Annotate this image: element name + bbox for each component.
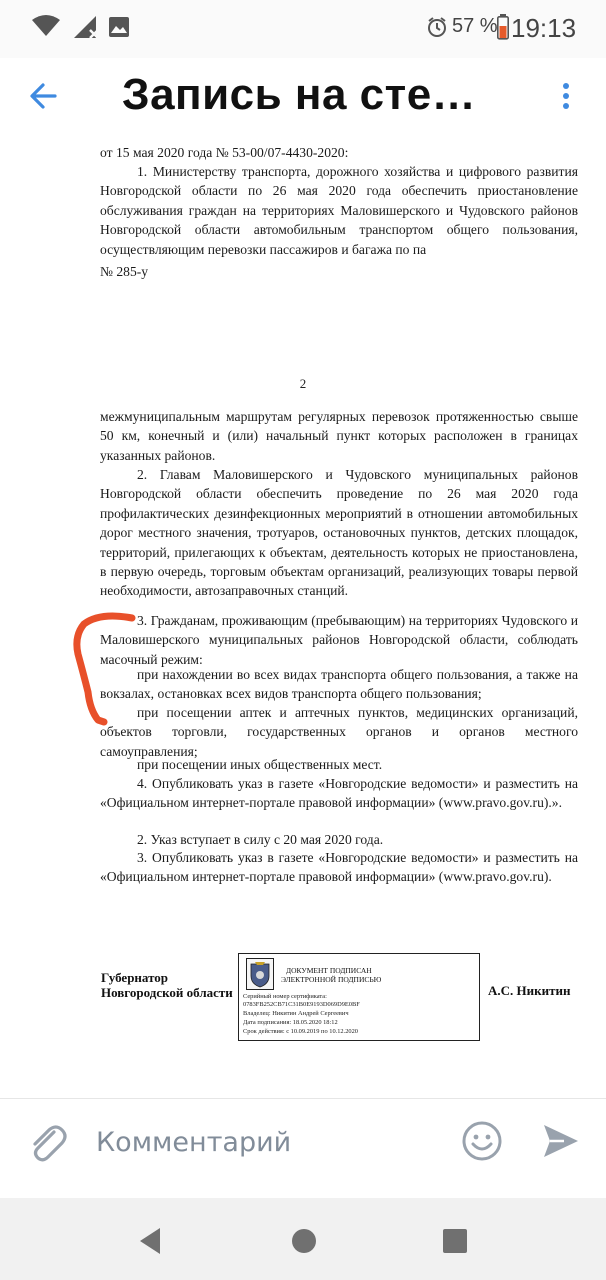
status-bar (0, 0, 606, 58)
doc-page-number: 2 (299, 376, 307, 391)
send-icon (538, 1119, 582, 1163)
stamp-validity: Срок действия: с 10.09.2019 по 10.12.2020 (243, 1028, 359, 1035)
back-arrow-icon (22, 74, 66, 118)
nav-back-triangle-icon (134, 1224, 168, 1258)
handwritten-bracket-annotation (70, 610, 140, 728)
gallery-notification-icon (108, 16, 130, 38)
doc-text-line: от 15 мая 2020 года № 53-00/07-4430-2020: (100, 145, 349, 160)
back-button[interactable] (22, 74, 66, 118)
doc-paragraph: при посещении аптек и аптечных пунктов, медицинских организаций, объектов торговли, государственных органов и органов местного самоуправления; (100, 705, 578, 759)
wifi-icon (30, 14, 62, 38)
stamp-cert-number: 0783FB252CB71C31B0E9193D069D9E0BF (243, 1001, 360, 1008)
nav-recents-button[interactable] (438, 1224, 472, 1258)
position-line-1: Губернатор (101, 970, 169, 985)
stamp-cert-label: Серийный номер сертификата: (243, 993, 327, 1000)
doc-paragraph: 3. Опубликовать указ в газете «Новгородские ведомости» и разместить на «Официальном интернет-портале правовой информации» (www.pravo.gov.ru). (100, 850, 578, 885)
nav-back-button[interactable] (134, 1224, 168, 1258)
comment-input[interactable] (96, 1122, 436, 1162)
doc-paragraph: 2. Указ вступает в силу с 20 мая 2020 года. (137, 832, 384, 847)
stamp-owner: Владелец: Никитин Андрей Сергеевич (243, 1010, 349, 1017)
doc-paragraph: межмуниципальным маршрутам регулярных перевозок протяженностью свыше 50 км, конечный и (или) начальный пункт которых расположен в границах указанных районов. (100, 409, 578, 463)
coat-of-arms-emblem-icon (246, 958, 274, 990)
doc-paragraph: 4. Опубликовать указ в газете «Новгородские ведомости» и разместить на «Официальном интернет-портале правовой информации» (www.pravo.gov.ru).». (100, 776, 578, 811)
doc-paragraph: 3. Гражданам, проживающим (пребывающим) на территориях Чудовского и Маловишерского муниципальных районов Новгородской области, соблюдать масочный режим: (100, 613, 578, 667)
send-button[interactable] (538, 1119, 582, 1163)
battery-percent: 57 % (452, 15, 498, 37)
emoji-button[interactable] (460, 1119, 504, 1163)
stamp-title-1: ДОКУМЕНТ ПОДПИСАН (286, 966, 372, 975)
status-clock: 19:13 (511, 13, 577, 43)
alarm-icon (426, 16, 448, 38)
page-title: Запись на сте… (122, 70, 477, 119)
doc-paragraph: при нахождении во всех видах транспорта общего пользования, а также на вокзалах, остановках всех видов транспорта общего пользования; (100, 667, 578, 702)
nav-home-button[interactable] (287, 1224, 321, 1258)
signal-icon (72, 14, 100, 40)
signatory-name: А.С. Никитин (488, 983, 571, 998)
position-line-2: Новгородской области (101, 985, 233, 1000)
more-options-button[interactable] (548, 74, 584, 118)
emoji-icon (460, 1119, 504, 1163)
doc-paragraph: 2. Главам Маловишерского и Чудовского муниципальных районов Новгородской области обеспечить проведение по 26 мая 2020 года профилактических дезинфекционных мероприятий в отношении автомобильных дорог местного значения, тротуаров, остановочных пунктов, детских площадок, территорий, прилегающих к объектам, деятельность которых не приостановлена, в первую очередь, торговым объектам организаций, реализующих товары первой необходимости, автозаправочных станций. (100, 467, 578, 599)
signatory-position (101, 970, 233, 1000)
battery-icon (497, 14, 509, 40)
more-vertical-icon (548, 74, 584, 118)
doc-number: № 285-у (100, 264, 149, 279)
doc-paragraph: 1. Министерству транспорта, дорожного хозяйства и цифрового развития Новгородской области по 26 мая 2020 года обеспечить приостановление обслуживания граждан на территориях Маловишерского и Чудовского районов Новгородской области автомобильным транспортом общего пользования, осуществляющим перевозки пассажиров и багажа по па (100, 164, 578, 257)
paperclip-icon (26, 1118, 70, 1166)
nav-recents-square-icon (438, 1224, 472, 1258)
stamp-signed-date: Дата подписания: 18.05.2020 18:12 (243, 1019, 338, 1026)
doc-paragraph: при посещении иных общественных мест. (137, 757, 383, 772)
stamp-title-2: ЭЛЕКТРОННОЙ ПОДПИСЬЮ (281, 975, 382, 984)
nav-home-circle-icon (287, 1224, 321, 1258)
attach-button[interactable] (26, 1118, 70, 1166)
